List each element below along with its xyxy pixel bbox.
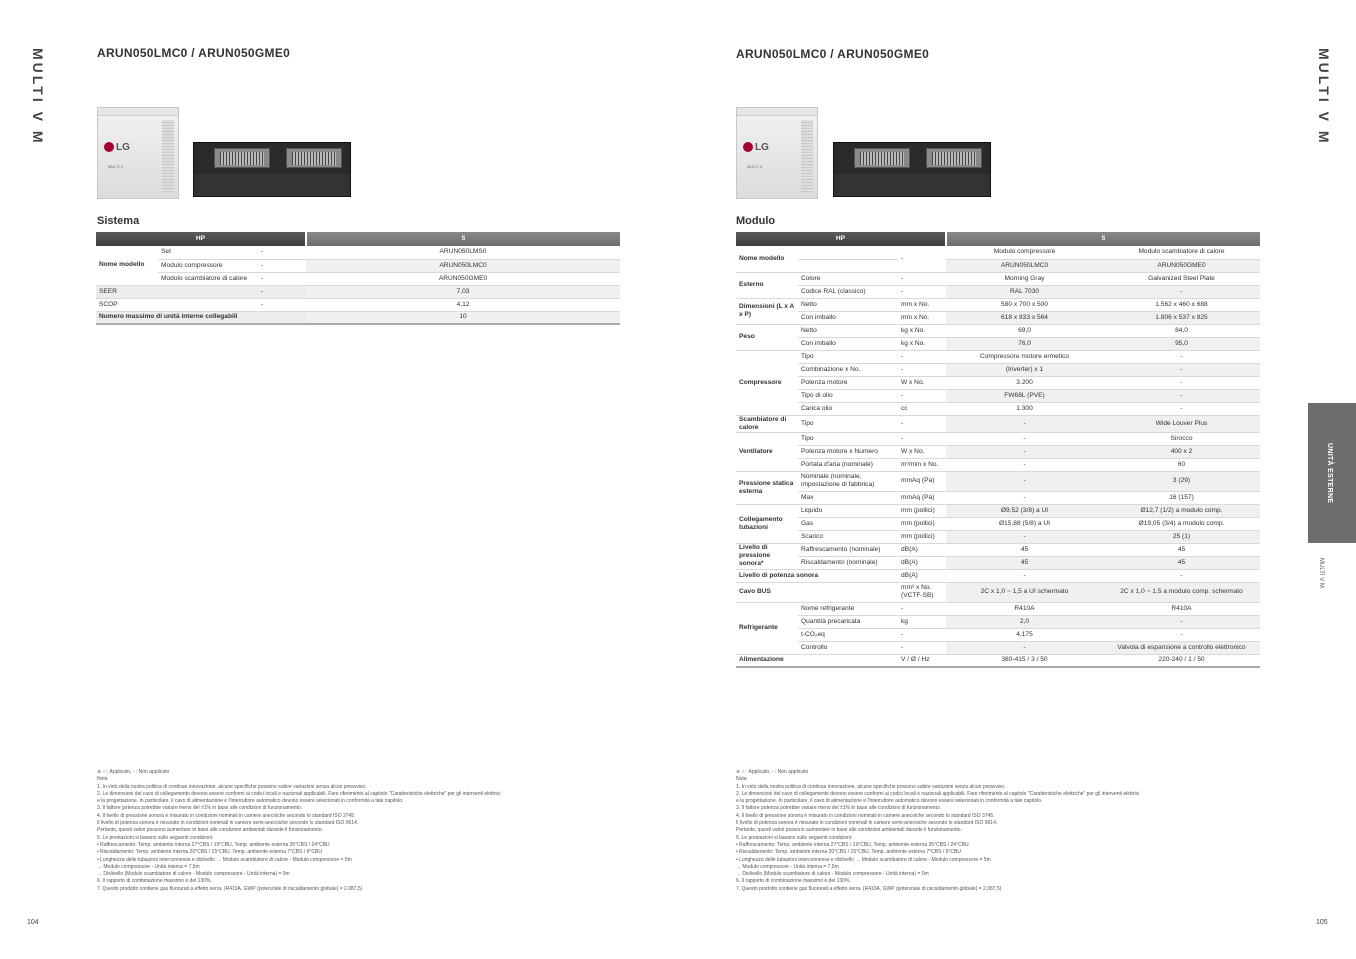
table-row: Dimensioni (L x A x P) Netto mm x No. 580 x 700 x 500 1.562 x 460 x 688: [736, 298, 1260, 311]
header-value: 5: [946, 232, 1260, 246]
table-row: Nome modello - Modulo compressore Modulo scambiatore di calore: [736, 246, 1260, 259]
model-title-right: ARUN050LMC0 / ARUN050GME0: [736, 47, 930, 61]
indoor-unit-image: [193, 142, 351, 197]
lg-logo-icon: LG: [104, 142, 140, 156]
model-title-left: ARUN050LMC0 / ARUN050GME0: [97, 46, 291, 60]
header-value: 5: [306, 232, 620, 246]
table-row: Peso Netto kg x No. 69,0 84,0: [736, 324, 1260, 337]
table-row: Refrigerante Nome refrigerante - R410A R410A: [736, 602, 1260, 615]
table-row: Quantità precaricata kg 2,0 -: [736, 615, 1260, 628]
table-row: Collegamento tubazioni Liquido mm (pollici) Ø9,52 (3/8) a UI Ø12,7 (1/2) a modulo comp.: [736, 504, 1260, 517]
table-row: Potenza motore x Numero W x No. - 400 x 2: [736, 445, 1260, 458]
section-title-modulo: Modulo: [736, 215, 776, 227]
table-row: Cavo BUS mm² x No. (VCTF-SB) 2C x 1,0 ~ 1,5 a UI schermato 2C x 1,0 ~ 1,5 a modulo comp. schermato: [736, 582, 1260, 602]
table-row: Carica olio cc 1.300 -: [736, 402, 1260, 415]
table-row: t-CO₂eq - 4,175 -: [736, 628, 1260, 641]
table-row: ARUN050LMC0 ARUN050GME0: [736, 259, 1260, 272]
section-title-sistema: Sistema: [97, 215, 140, 227]
outdoor-unit-image: LG MULTI V: [97, 107, 179, 199]
table-row: Numero massimo di unità interne collegabili 10: [96, 311, 620, 324]
table-row: SEER - 7,03: [96, 285, 620, 298]
notes-right: ※ ○ : Applicato, - : Non applicato Nota 1. In virtù della nostra politica di continua innovazione, alcune specifiche possono subire variazioni senza alcun preavviso. 2. Le dimensioni del cavo di collegamento devono essere conformi ai codici locali e nazionali applicabili. Fare riferimento al capitolo "Caratteristiche elettriche" per gli interventi elettrici e la progettazione. In particolare, il cavo di alimentazione e l'interruttore automatico devono essere selezionati in conformità a tale capitolo. 3. Il fattore potenza potrebbe variare meno del ±1% in base alle condizioni di funzionamento. 4. Il livello di pressione sonora è misurato in condizioni nominali in camere anecoiche secondo lo standard ISO 3745. Il livello di potenza sonora è misurato in condizioni nominali in camere semi-anecoiche secondo lo standard ISO 9614. Pertanto, questi valori possono aumentare in base alle condizioni ambientali durante il funzionamento. 5. Le prestazioni si basano sulle seguenti condizioni: • Raffrescamento: Temp. ambiente interna 27°CBS / 19°CBU, Temp. ambiente esterna 35°CBS / 24°CBU • Riscaldamento: Temp. ambiente interna 20°CBS / 15°CBU, Temp. ambiente esterna 7°CBS / 6°CBU • Lunghezza delle tubazioni interconnesse e dislivello → Modulo scambiatore di calore - Modulo compressore = 5m → Modulo compressore - Unità interna = 7,5m → Dislivello (Modulo scambiatore di calore - Modulo compressore - Unità interna) = 0m 6. Il rapporto di combinazione massimo è del 130%. 7. Questo prodotto contiene gas fluorurati a effetto serra. (R410A, GWP (potenziale di riscaldamento globale) = 2.087,5): [736, 769, 1140, 892]
table-row: Livello di pressione sonora* Raffrescamento (nominale) dB(A) 45 45: [736, 543, 1260, 556]
indoor-unit-image-right: [833, 142, 991, 197]
tab-unita-esterne[interactable]: UNITÀ ESTERNE: [1308, 403, 1356, 543]
table-row: Con imballo kg x No. 76,0 95,0: [736, 337, 1260, 350]
table-row: Scambiatore di calore Tipo - - Wide Louver Plus: [736, 415, 1260, 432]
table-row: Esterno Colore - Morning Gray Galvanized Steel Plate: [736, 272, 1260, 285]
header-hp: HP: [736, 232, 946, 246]
page-number-right: 105: [1316, 919, 1328, 926]
table-row: Max mmAq (Pa) - 16 (157): [736, 491, 1260, 504]
table-row: Alimentazione V / Ø / Hz 380-415 / 3 / 50 220-240 / 1 / 50: [736, 654, 1260, 667]
table-row: Livello di potenza sonora dB(A) - -: [736, 569, 1260, 582]
table-row: Modulo scambiatore di calore - ARUN050GME0: [96, 272, 620, 285]
module-spec-table: [736, 232, 1260, 668]
table-row: Codice RAL (classico) - RAL 7030 -: [736, 285, 1260, 298]
outdoor-unit-image-right: LG MULTI V: [736, 107, 818, 199]
table-row: SCOP - 4,12: [96, 298, 620, 311]
table-row: Controllo - - Valvola di espansione a controllo elettronico: [736, 641, 1260, 654]
table-row: Scarico mm (pollici) - 25 (1): [736, 530, 1260, 543]
system-spec-table: [96, 232, 620, 325]
table-row: Potenza motore W x No. 3.200 -: [736, 376, 1260, 389]
notes-left: ※ ○ : Applicato, - : Non applicato Nota 1. In virtù della nostra politica di continua innovazione, alcune specifiche possono subire variazioni senza alcun preavviso. 2. Le dimensioni del cavo di collegamento devono essere conformi ai codici locali e nazionali applicabili. Fare riferimento al capitolo "Caratteristiche elettriche" per gli interventi elettrici e la progettazione. In particolare, il cavo di alimentazione e l'interruttore automatico devono essere selezionati in conformità a tale capitolo. 3. Il fattore potenza potrebbe variare meno del ±1% in base alle condizioni di funzionamento. 4. Il livello di pressione sonora è misurato in condizioni nominali in camere anecoiche secondo lo standard ISO 3745. Il livello di potenza sonora è misurato in condizioni nominali in camere semi-anecoiche secondo lo standard ISO 9614. Pertanto, questi valori possono aumentare in base alle condizioni ambientali durante il funzionamento. 5. Le prestazioni si basano sulle seguenti condizioni: • Raffrescamento: Temp. ambiente interna 27°CBS / 19°CBU, Temp. ambiente esterna 35°CBS / 24°CBU • Riscaldamento: Temp. ambiente interna 20°CBS / 15°CBU, Temp. ambiente esterna 7°CBS / 6°CBU • Lunghezza delle tubazioni interconnesse e dislivello → Modulo scambiatore di calore - Modulo compressore = 5m → Modulo compressore - Unità interna = 7,5m → Dislivello (Modulo scambiatore di calore - Modulo compressore - Unità interna) = 0m 6. Il rapporto di combinazione massimo è del 130%. 7. Questo prodotto contiene gas fluorurati a effetto serra. (R410A, GWP (potenziale di riscaldamento globale) = 2.087,5): [97, 769, 501, 892]
table-row: Compressore Tipo - Compressore motore ermetico -: [736, 350, 1260, 363]
table-row: Portata d'aria (nominale) m³/min x No. - 60: [736, 458, 1260, 471]
table-row: Riscaldamento (nominale) dB(A) 45 45: [736, 556, 1260, 569]
brand-side-label-left: MULTI V M: [30, 48, 46, 146]
table-row: Tipo di olio - FW68L (PVE) -: [736, 389, 1260, 402]
table-row: Combinazione x No. - (Inverter) x 1 -: [736, 363, 1260, 376]
table-row: Modulo compressore - ARUN050LMC0: [96, 259, 620, 272]
lg-logo-icon: LG: [743, 142, 779, 156]
table-row: Gas mm (pollici) Ø15,88 (5/8) a UI Ø19,05 (3/4) a modulo comp.: [736, 517, 1260, 530]
table-row: Ventilatore Tipo - - Sirocco: [736, 432, 1260, 445]
brand-side-label-right: MULTI V M: [1316, 48, 1332, 146]
table-row: Nome modello Set - ARUN050LMS0: [96, 246, 620, 259]
page-number-left: 104: [27, 919, 39, 926]
table-row: Con imballo mm x No. 618 x 833 x 564 1.806 x 537 x 825: [736, 311, 1260, 324]
table-row: Pressione statica esterna Nominale (nominale, impostazione di fabbrica) mmAq (Pa) - 3 (29): [736, 471, 1260, 491]
tab-multi-v-m[interactable]: MULTI V M: [1318, 558, 1324, 588]
header-hp: HP: [96, 232, 306, 246]
